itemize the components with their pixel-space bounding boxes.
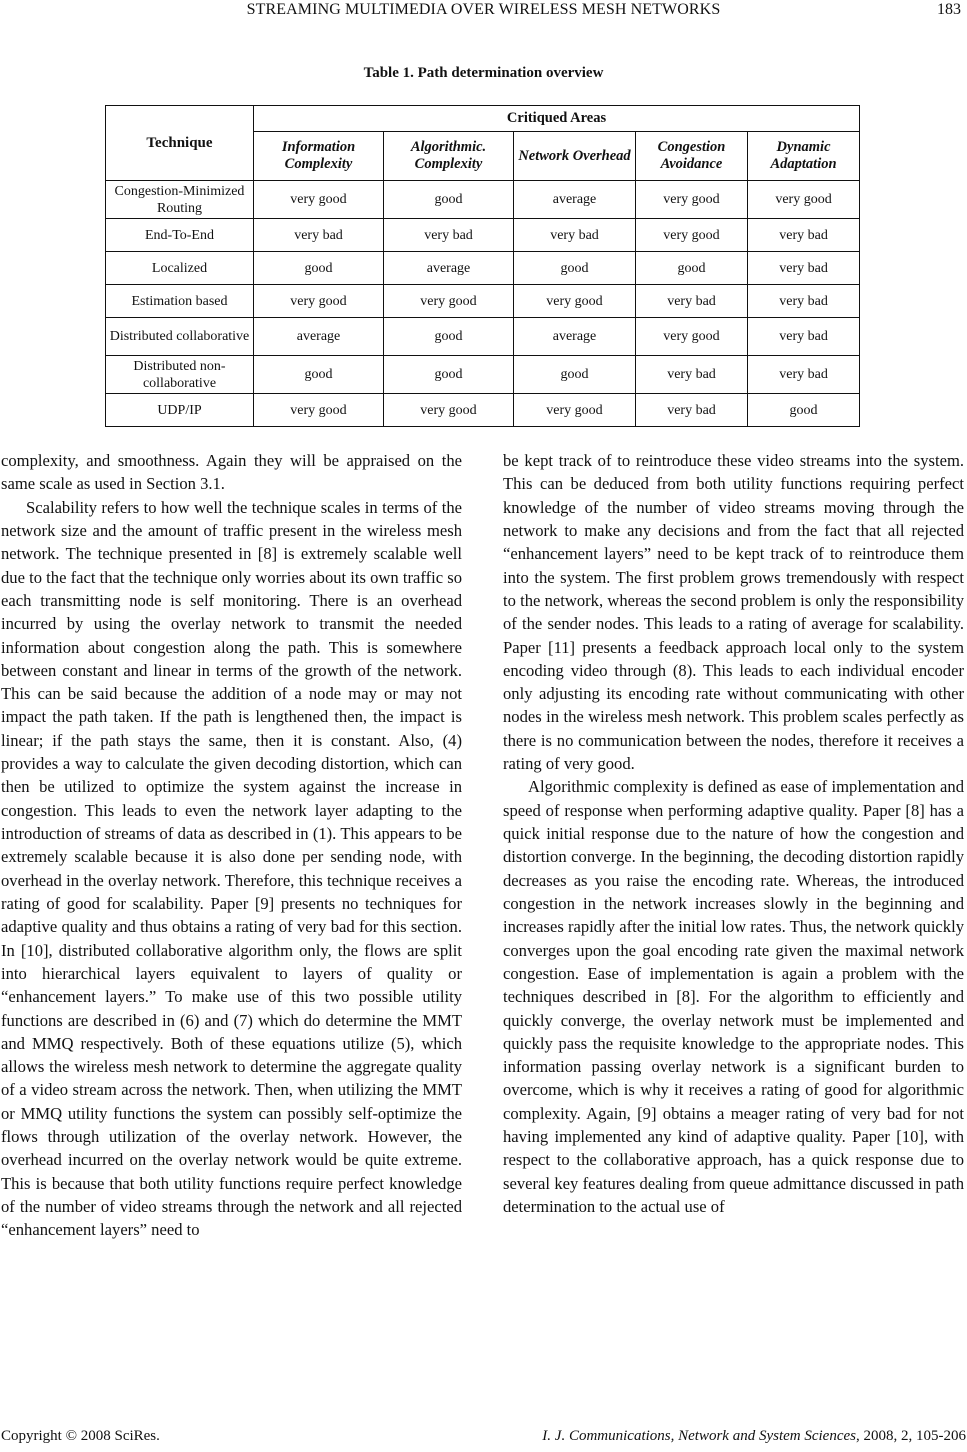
rating-cell: very good: [636, 219, 748, 252]
body-paragraph: complexity, and smoothness. Again they will be appraised on the same scale as used in Section 3.1.: [1, 451, 462, 494]
rating-cell: good: [384, 181, 514, 219]
page-number: 183: [937, 1, 961, 18]
rating-cell: very bad: [636, 394, 748, 427]
table-caption: Table 1. Path determination overview: [363, 65, 604, 81]
table-row: [106, 356, 860, 394]
rating-cell: very bad: [636, 356, 748, 394]
table-row: [106, 219, 860, 252]
rating-cell: very bad: [254, 219, 384, 252]
path-determination-table: [105, 105, 860, 427]
journal-volume: , 2008, 2, 105-206: [856, 1428, 966, 1444]
rating-cell: very bad: [636, 285, 748, 318]
table-row: [106, 318, 860, 356]
journal-citation: [542, 1428, 966, 1445]
rating-cell: average: [254, 318, 384, 356]
rating-cell: very bad: [748, 285, 860, 318]
rating-cell: very good: [254, 394, 384, 427]
rating-cell: average: [384, 252, 514, 285]
column-header: Algorithmic. Complexity: [384, 132, 514, 181]
technique-cell: End-To-End: [106, 219, 254, 252]
column-header: Congestion Avoidance: [636, 132, 748, 181]
rating-cell: very bad: [748, 252, 860, 285]
technique-cell: Distributed non-collaborative: [106, 356, 254, 394]
rating-cell: very good: [384, 394, 514, 427]
technique-cell: Localized: [106, 252, 254, 285]
rating-cell: average: [514, 181, 636, 219]
rating-cell: very good: [514, 394, 636, 427]
rating-cell: very bad: [748, 219, 860, 252]
rating-cell: very good: [636, 318, 748, 356]
rating-cell: average: [514, 318, 636, 356]
technique-cell: UDP/IP: [106, 394, 254, 427]
table-row: [106, 285, 860, 318]
technique-cell: Estimation based: [106, 285, 254, 318]
rating-cell: very good: [384, 285, 514, 318]
critiqued-areas-header: Critiqued Areas: [254, 106, 860, 132]
technique-cell: Distributed collaborative: [106, 318, 254, 356]
rating-cell: very good: [636, 181, 748, 219]
rating-cell: good: [254, 252, 384, 285]
left-column: [1, 449, 462, 1242]
technique-header: Technique: [106, 106, 254, 181]
column-header: Dynamic Adaptation: [748, 132, 860, 181]
rating-cell: very bad: [514, 219, 636, 252]
rating-cell: good: [636, 252, 748, 285]
column-header: Information Complexity: [254, 132, 384, 181]
copyright-notice: Copyright © 2008 SciRes.: [1, 1428, 160, 1444]
table-row: [106, 252, 860, 285]
rating-cell: very good: [254, 181, 384, 219]
rating-cell: good: [384, 318, 514, 356]
running-header: [0, 0, 967, 24]
table-row: [106, 181, 860, 219]
rating-cell: very good: [254, 285, 384, 318]
rating-cell: good: [514, 356, 636, 394]
rating-cell: good: [748, 394, 860, 427]
technique-cell: Congestion-Minimized Routing: [106, 181, 254, 219]
rating-cell: very good: [514, 285, 636, 318]
rating-cell: very good: [748, 181, 860, 219]
rating-cell: very bad: [384, 219, 514, 252]
body-paragraph: Algorithmic complexity is defined as ease of implementation and speed of response when performing adaptive quality. Paper [8] has a quick initial response due to the nature of how the congestion and distortion converge. In the beginning, the decoding distortion rapidly decreases as you raise the encoding rate. Whereas, the introduced congestion in the network increases slowly in the beginning and increases rapidly after the initial low rates. Thus, the network quickly converges upon the goal encoding rate given the maximal network congestion. Ease of implementation is again a problem with the techniques described in [8]. For the algorithm to efficiently and quickly converge, the overlay network must be implemented and quickly pass the requisite knowledge to the appropriate nodes. This information passing overlay network is a significant burden to overcome, which is why it receives a rating of good for algorithmic complexity. Again, [9] obtains a meager rating of very bad for not having implemented any kind of adaptive quality. Paper [10], with respect to the collaborative approach, has a quick response due to several key features dealing from queue admittance discussed in path determination to the actual use of: [503, 777, 964, 1216]
rating-cell: very bad: [748, 356, 860, 394]
body-paragraph: be kept track of to reintroduce these video streams into the system. This can be deduced from both utility functions requiring perfect knowledge of the number of video streams moving through the network to make any decisions and from the fact that all rejected “enhancement layers” need to be kept track of to reintroduce them into the system. The first problem grows tremendously with respect to the network, whereas the second problem is only the responsibility of the sender nodes. This leads to a rating of average for scalability. Paper [11] presents a feedback approach local only to the system encoding video through (8). This leads to each individual encoder only adjusting its encoding rate without communicating with other nodes in the wireless mesh network. This problem scales perfectly as there is no communication between the nodes, therefore it receives a rating of very good.: [503, 451, 964, 774]
column-header: Network Overhead: [514, 132, 636, 181]
rating-cell: good: [254, 356, 384, 394]
journal-name: I. J. Communications, Network and System Sciences: [542, 1428, 856, 1444]
rating-cell: very bad: [748, 318, 860, 356]
rating-cell: good: [384, 356, 514, 394]
rating-cell: good: [514, 252, 636, 285]
body-paragraph: Scalability refers to how well the technique scales in terms of the network size and the amount of traffic present in the wireless mesh network. The technique presented in [8] is extremely scalable well due to the fact that the technique only worries about its own traffic so each transmitting node is self monitoring. There is an overhead incurred by using the overlay network to transmit the needed information about congestion along the path. This is somewhere between constant and linear in terms of the growth of the network. This can be said because the addition of a node may or may not impact the path taken. If the path is lengthened then, the impact is linear; if the path stays the same, then it is constant. Also, (4) provides a way to calculate the given decoding distortion, which can then be utilized to optimize the system against the increase in congestion. This leads to even the network layer adapting to the introduction of streams of data as described in (1). This appears to be extremely scalable because it is also done per sending node, with overhead in the overlay network. Therefore, this technique receives a rating of good for scalability. Paper [9] presents no techniques for adaptive quality and thus obtains a rating of very bad for this section. In [10], distributed collaborative algorithm only, the flows are split into hierarchical layers equivalent to layers of quality or “enhancement layers.” To make use of this two possible utility functions are described in (6) and (7) which do determine the MMT and MMQ respectively. Both of these equations utilize (5), which allows the wireless mesh network to determine the aggregate quality of a video stream across the network. Then, when utilizing the MMT or MMQ utility functions the system can possibly self-optimize the flows through utilization of the overlay network. However, the overhead incurred on the overlay network would be quite extreme. This is because that both utility functions require perfect knowledge of the number of video streams through the network and all rejected “enhancement layers” need to: [1, 497, 462, 1240]
table-row: [106, 394, 860, 427]
running-title: STREAMING MULTIMEDIA OVER WIRELESS MESH NETWORKS: [246, 1, 721, 18]
right-column: [503, 449, 964, 1218]
